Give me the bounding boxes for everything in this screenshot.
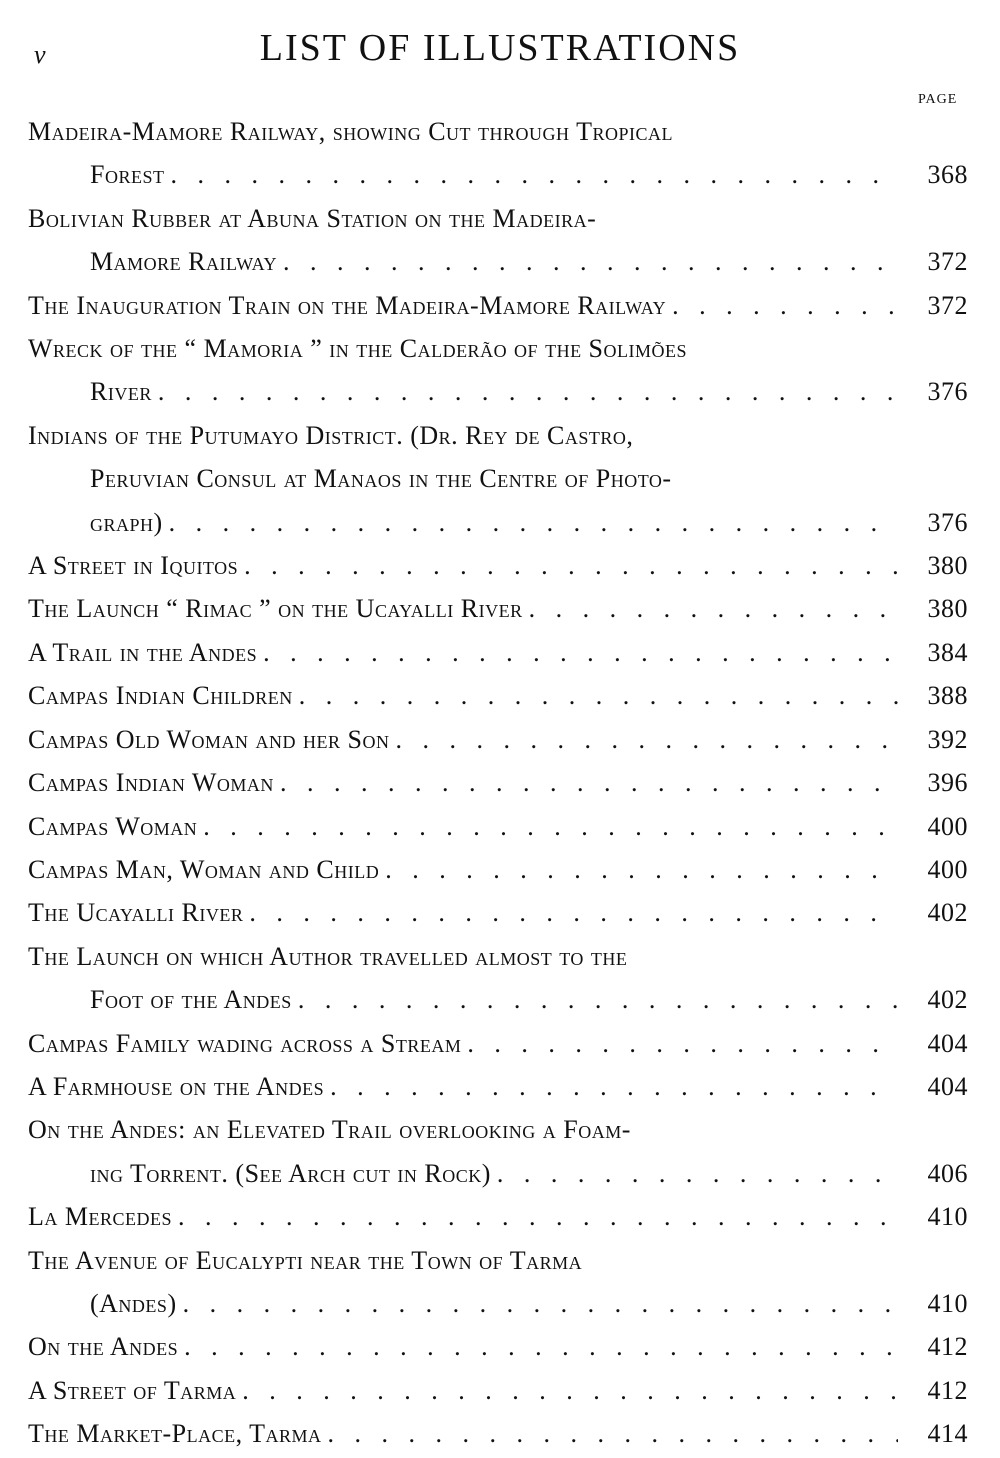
entry-title: The Avenue of Eucalypti near the Town of Tarma	[28, 1245, 583, 1275]
entry-page-number: 402	[927, 898, 968, 928]
list-item	[28, 1108, 968, 1195]
list-item	[28, 891, 968, 934]
entry-title: The Launch “ Rimac ” on the Ucayalli River	[28, 594, 523, 624]
entry-title: ing Torrent. (See Arch cut in Rock)	[90, 1158, 491, 1188]
list-item	[28, 197, 968, 284]
entry-page-number: 400	[927, 811, 968, 841]
list-item	[28, 1325, 968, 1368]
entry-page-number: 372	[927, 290, 968, 320]
entry-page-number: 404	[927, 1028, 968, 1058]
entry-page-number: 376	[927, 377, 968, 407]
entry-line	[28, 1065, 968, 1108]
entry-line	[28, 587, 968, 630]
dot-leader	[170, 153, 898, 196]
list-item	[28, 1022, 968, 1065]
dot-leader	[672, 284, 898, 327]
list-item	[28, 848, 968, 891]
entry-page-number: 368	[927, 160, 968, 190]
entry-line	[28, 1282, 968, 1325]
entry-line	[28, 891, 968, 934]
entry-page-number: 402	[927, 985, 968, 1015]
page-title: LIST OF ILLUSTRATIONS	[259, 27, 741, 69]
entry-page-number: 380	[927, 551, 968, 581]
entry-title: River	[90, 377, 152, 407]
entry-line	[28, 240, 968, 283]
entry-title: Campas Indian Woman	[28, 768, 274, 798]
entry-page-number: 406	[927, 1158, 968, 1188]
entry-title: Campas Family wading across a Stream	[28, 1028, 462, 1058]
dot-leader	[178, 1195, 898, 1238]
list-item	[28, 284, 968, 327]
entry-page-number: 372	[927, 247, 968, 277]
entry-line	[28, 544, 968, 587]
entry-line	[28, 1239, 968, 1282]
entry-page-number: 414	[927, 1419, 968, 1449]
entry-line	[28, 805, 968, 848]
entry-page-number: 388	[927, 681, 968, 711]
entry-line	[28, 153, 968, 196]
dot-leader	[385, 848, 898, 891]
dot-leader	[497, 1152, 898, 1195]
entry-title: Campas Old Woman and her Son	[28, 724, 390, 754]
entry-title: Madeira-Mamore Railway, showing Cut through Tropical	[28, 117, 673, 146]
entry-line	[28, 110, 968, 153]
dot-leader	[467, 1022, 898, 1065]
entry-page-number: 380	[927, 594, 968, 624]
list-item	[28, 935, 968, 1022]
dot-leader	[158, 370, 898, 413]
entry-title: On the Andes: an Elevated Trail overlooking a Foam-	[28, 1115, 631, 1145]
entry-title: The Market-Place, Tarma	[28, 1419, 322, 1449]
entry-title: A Farmhouse on the Andes	[28, 1071, 325, 1101]
list-item	[28, 110, 968, 197]
entry-title: The Ucayalli River	[28, 898, 244, 928]
entry-title: graph)	[90, 507, 163, 537]
entry-line	[28, 1152, 968, 1195]
entry-line	[28, 978, 968, 1021]
entry-line	[28, 1195, 968, 1238]
dot-leader	[299, 674, 898, 717]
list-item	[28, 1369, 968, 1412]
dot-leader	[169, 501, 898, 544]
entry-line	[28, 457, 968, 500]
list-item	[28, 631, 968, 674]
entry-line	[28, 1108, 968, 1151]
dot-leader	[183, 1282, 898, 1325]
list-item	[28, 1412, 968, 1455]
list-item	[28, 327, 968, 414]
dot-leader	[283, 240, 898, 283]
list-item	[28, 1195, 968, 1238]
entry-line	[28, 197, 968, 240]
list-item	[28, 718, 968, 761]
dot-leader	[242, 1369, 898, 1412]
entry-line	[28, 414, 968, 457]
entry-line	[28, 718, 968, 761]
entry-title: Bolivian Rubber at Abuna Station on the Madeira-	[28, 203, 597, 233]
entry-page-number: 396	[927, 768, 968, 798]
list-item	[28, 761, 968, 804]
dot-leader	[184, 1325, 898, 1368]
entry-page-number: 410	[927, 1288, 968, 1318]
dot-leader	[203, 805, 898, 848]
entry-line	[28, 674, 968, 717]
entry-title: La Mercedes	[28, 1202, 173, 1232]
dot-leader	[249, 891, 898, 934]
dot-leader	[298, 978, 898, 1021]
dot-leader	[396, 718, 898, 761]
entry-line	[28, 1412, 968, 1455]
list-item	[28, 544, 968, 587]
entry-title: (Andes)	[90, 1288, 177, 1318]
list-item	[28, 414, 968, 544]
entry-title: A Trail in the Andes	[28, 637, 258, 667]
entry-page-number: 412	[927, 1375, 968, 1405]
entry-page-number: 400	[927, 854, 968, 884]
dot-leader	[328, 1412, 898, 1455]
entry-page-number: 384	[927, 637, 968, 667]
entry-page-number: 404	[927, 1071, 968, 1101]
entry-page-number: 376	[927, 507, 968, 537]
dot-leader	[529, 587, 898, 630]
dot-leader	[330, 1065, 898, 1108]
entry-title: The Inauguration Train on the Madeira-Mamore Railway	[28, 290, 667, 320]
entry-page-number: 392	[927, 724, 968, 754]
entry-page-number: 412	[927, 1332, 968, 1362]
entry-title: Indians of the Putumayo District. (Dr. Rey de Castro,	[28, 420, 634, 450]
entry-title: Wreck of the “ Mamoria ” in the Calderão of the Solimões	[28, 334, 688, 364]
page-column-label: PAGE	[918, 92, 958, 107]
list-item	[28, 1065, 968, 1108]
page-number: v	[34, 40, 46, 69]
entry-title: Campas Indian Children	[28, 681, 293, 711]
entry-title: A Street in Iquitos	[28, 551, 239, 581]
entry-line	[28, 848, 968, 891]
entry-title: On the Andes	[28, 1332, 179, 1362]
entry-line	[28, 327, 968, 370]
illustrations-list	[28, 110, 968, 1456]
list-item	[28, 805, 968, 848]
entry-line	[28, 370, 968, 413]
entry-line	[28, 501, 968, 544]
entry-line	[28, 284, 968, 327]
entry-line	[28, 1369, 968, 1412]
entry-page-number: 410	[927, 1202, 968, 1232]
entry-title: Campas Woman	[28, 811, 198, 841]
entry-title: The Launch on which Author travelled almost to the	[28, 941, 628, 971]
entry-line	[28, 1325, 968, 1368]
entry-line	[28, 631, 968, 674]
entry-title: Peruvian Consul at Manaos in the Centre of Photo-	[90, 464, 672, 494]
entry-title: Forest	[90, 160, 165, 190]
list-item	[28, 674, 968, 717]
entry-title: Mamore Railway	[90, 247, 277, 277]
entry-line	[28, 1022, 968, 1065]
entry-title: Foot of the Andes	[90, 985, 292, 1015]
dot-leader	[244, 544, 898, 587]
list-item	[28, 587, 968, 630]
entry-line	[28, 935, 968, 978]
entry-line	[28, 761, 968, 804]
list-item	[28, 1239, 968, 1326]
dot-leader	[263, 631, 898, 674]
entry-title: A Street of Tarma	[28, 1375, 237, 1405]
entry-title: Campas Man, Woman and Child	[28, 854, 380, 884]
dot-leader	[280, 761, 898, 804]
